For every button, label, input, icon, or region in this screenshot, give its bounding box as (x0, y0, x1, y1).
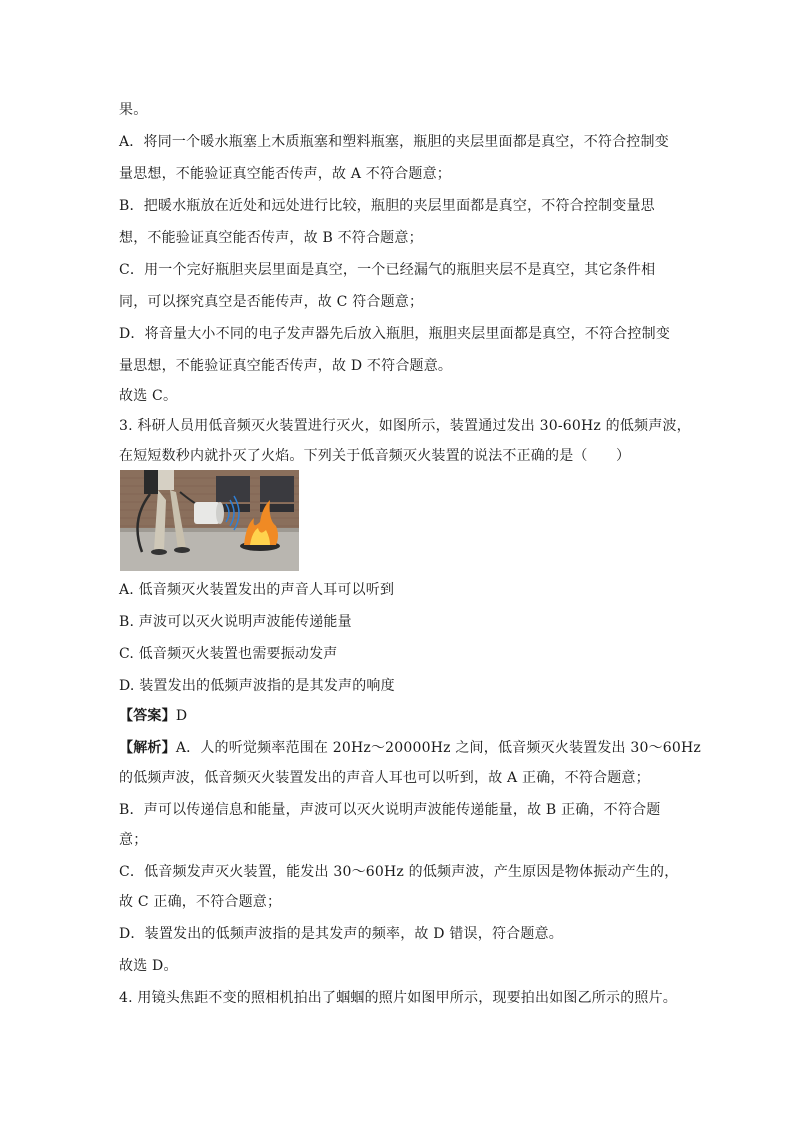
option-d: D. 装置发出的低频声波指的是其发声的响度 (119, 678, 395, 694)
text-line: 果。 (119, 102, 148, 118)
text-line: 想，不能验证真空能否传声，故 B 不符合题意； (119, 230, 423, 246)
fire-extinguisher-photo (120, 470, 299, 571)
question-stem: 3. 科研人员用低音频灭火装置进行灭火，如图所示，装置通过发出 30-60Hz 的低频声波， (119, 418, 691, 434)
text-line: A．将同一个暖水瓶塞上木质瓶塞和塑料瓶塞，瓶胆的夹层里面都是真空，不符合控制变 (119, 134, 669, 150)
question-stem: 在短短数秒内就扑灭了火焰。下列关于低音频灭火装置的说法不正确的是（ ） (119, 448, 631, 464)
analysis-tag: 【解析】 (119, 740, 176, 756)
option-c: C. 低音频灭火装置也需要振动发声 (119, 646, 338, 662)
text-line: C．用一个完好瓶胆夹层里面是真空，一个已经漏气的瓶胆夹层不是真空，其它条件相 (119, 262, 656, 278)
question-stem: 4. 用镜头焦距不变的照相机拍出了蝈蝈的照片如图甲所示，现要拍出如图乙所示的照片。 (119, 990, 678, 1006)
text-line: D．将音量大小不同的电子发声器先后放入瓶胆，瓶胆夹层里面都是真空，不符合控制变 (119, 326, 671, 342)
answer-tag: 【答案】 (119, 708, 176, 724)
analysis-line: 故选 D。 (119, 958, 178, 974)
analysis-line: C．低音频发声灭火装置，能发出 30～60Hz 的低频声波，产生原因是物体振动产生的， (119, 864, 679, 880)
option-a: A. 低音频灭火装置发出的声音人耳可以听到 (119, 582, 395, 598)
analysis-text: A．人的听觉频率范围在 20Hz～20000Hz 之间，低音频灭火装置发出 30～60Hz (175, 740, 702, 756)
text-line: B．把暖水瓶放在近处和远处进行比较，瓶胆的夹层里面都是真空，不符合控制变量思 (119, 198, 655, 214)
option-b: B. 声波可以灭火说明声波能传递能量 (119, 614, 352, 630)
analysis-line: 故 C 正确，不符合题意； (119, 894, 282, 910)
text-line: 量思想，不能验证真空能否传声，故 D 不符合题意。 (119, 358, 453, 374)
text-line: 量思想，不能验证真空能否传声，故 A 不符合题意； (119, 166, 452, 182)
analysis-line (119, 738, 702, 758)
text-line: 故选 C。 (119, 388, 178, 404)
answer-value: D (175, 708, 188, 724)
text-line: 同，可以探究真空是否能传声，故 C 符合题意； (119, 294, 424, 310)
analysis-line: B．声可以传递信息和能量，声波可以灭火说明声波能传递能量，故 B 正确，不符合题 (119, 802, 661, 818)
answer-line (119, 706, 679, 726)
analysis-line: 意； (119, 832, 148, 848)
analysis-line: 的低频声波，低音频灭火装置发出的声音人耳也可以听到，故 A 正确，不符合题意； (119, 770, 650, 786)
analysis-line: D．装置发出的低频声波指的是其发声的频率，故 D 错误，符合题意。 (119, 926, 563, 942)
